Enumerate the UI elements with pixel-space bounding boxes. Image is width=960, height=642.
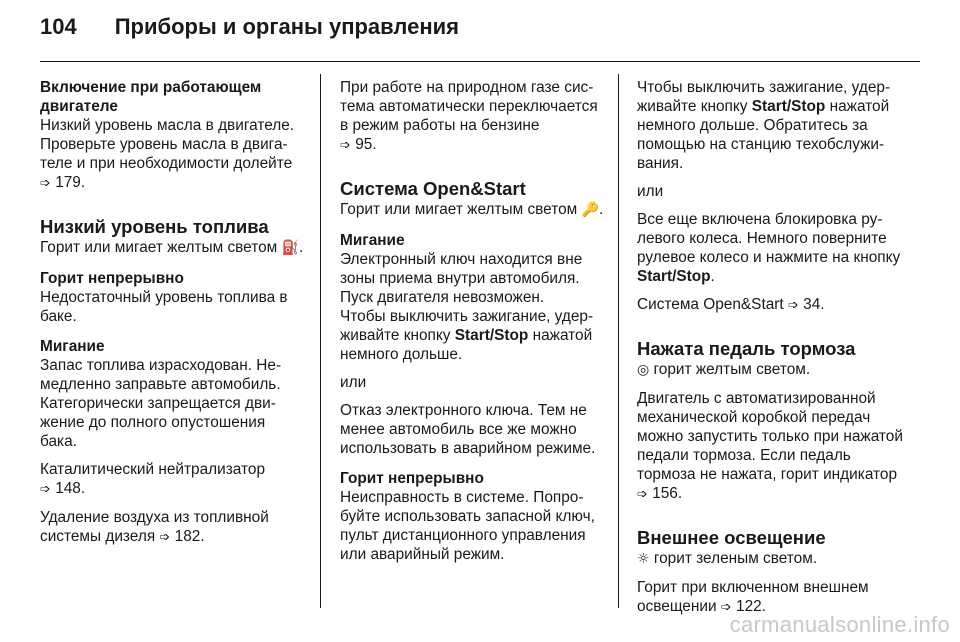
fuel-pump-icon: ⛽: [281, 240, 299, 256]
heading-exterior-lights: Внешнее освещение: [637, 527, 826, 548]
air-bleed-text: Удаление воздуха из топливной системы дизеля ➩ 182.: [40, 509, 269, 545]
key-fault-text: Отказ электронного ключа. Тем не менее автомобиль все же можно использовать в аварийном режиме.: [340, 402, 596, 457]
key-signal-icon: 🔑: [581, 202, 599, 218]
brake-pedal-icon: ◎: [637, 362, 650, 378]
column-3: [637, 78, 903, 617]
column-2: [340, 78, 606, 564]
brake-body-text: Двигатель с автоматизированной механической коробкой передач можно запустить только при нажатой педали тормоза. Если педаль тормоза не нажата, горит индикатор ➩ 156.: [637, 390, 903, 502]
page-ref-icon: ➩: [787, 298, 799, 313]
oil-ref: 179.: [55, 174, 86, 191]
page-ref-icon: ➩: [159, 530, 171, 545]
page-ref-icon: ➩: [40, 482, 51, 497]
watermark: carmanualsonline.info: [729, 612, 950, 637]
steering-lock-text: Все еще включена блокировка рулевого колеса. Немного поверните рулевое колесо и нажмите на кнопку Start/Stop.: [637, 211, 901, 285]
exterior-light-icon: ☼: [637, 551, 650, 567]
light-lamp-text: ☼ горит зеленым светом.: [637, 550, 818, 567]
page-title: Приборы и органы управления: [114, 14, 459, 39]
page-number: 104: [40, 14, 77, 39]
header-divider: [40, 61, 920, 62]
light-body-text: Горит при включенном внешнем освещении ➩ 122.: [637, 579, 869, 615]
start-stop-label: Start/Stop: [454, 327, 529, 344]
fuel-text: Горит или мигает желтым светом ⛽.: [40, 239, 304, 256]
open-start-text: Горит или мигает желтым светом 🔑.: [340, 201, 604, 218]
fuel-steady-text: Недостаточный уровень топлива в баке.: [40, 289, 288, 325]
heading-os-steady: Горит непрерывно: [340, 470, 484, 487]
gas-ref: 95.: [355, 136, 377, 153]
page-ref-icon: ➩: [40, 176, 51, 191]
heading-brake-pedal: Нажата педаль тормоза: [637, 338, 856, 359]
catalyst-ref: 148.: [55, 480, 86, 497]
gas-text: При работе на природном газе система автоматически переключается в режим работы на бензине ➩ 95.: [340, 79, 598, 153]
oil-text: Низкий уровень масла в двигателе. Проверьте уровень масла в двигателе и при необходимости долейте ➩ 179.: [40, 117, 295, 191]
column-divider-2: [618, 74, 619, 608]
page-ref-icon: ➩: [637, 487, 648, 502]
os-off-text: Чтобы выключить зажигание, удерживайте кнопку Start/Stop нажатой немного дольше.: [340, 308, 594, 363]
start-stop-label: Start/Stop: [751, 98, 826, 115]
column-1: [40, 78, 306, 547]
off-text: Чтобы выключить зажигание, удерживайте кнопку Start/Stop нажатой немного дольше. Обратитесь за помощью на станцию техобслуживания.: [637, 79, 891, 172]
start-stop-label: Start/Stop: [637, 268, 711, 285]
heading-oil-engine-running: Включение при работающем двигателе: [40, 79, 262, 115]
or-text: или: [340, 374, 367, 391]
catalyst-text: Каталитический нейтрализатор ➩ 148.: [40, 461, 265, 497]
air-ref: 182.: [174, 528, 205, 545]
heading-fuel-steady: Горит непрерывно: [40, 270, 184, 287]
os-blink-text: Электронный ключ находится вне зоны приема внутри автомобиля. Пуск двигателя невозможен.: [340, 251, 583, 306]
heading-fuel-blinking: Мигание: [40, 338, 105, 355]
heading-os-blinking: Мигание: [340, 232, 405, 249]
open-start-ref: Система Open&Start ➩ 34.: [637, 296, 825, 313]
fuel-blink-text: Запас топлива израсходован. Немедленно заправьте автомобиль. Категорически запрещается движение до полного опустошения бака.: [40, 357, 282, 450]
page-header: [40, 14, 920, 54]
os-steady-text: Неисправность в системе. Попробуйте использовать запасной ключ, пульт дистанционного управления или аварийный режим.: [340, 489, 595, 563]
heading-low-fuel: Низкий уровень топлива: [40, 216, 269, 237]
heading-open-start: Система Open&Start: [340, 178, 526, 199]
page-ref-icon: ➩: [720, 600, 732, 615]
column-divider-1: [320, 74, 321, 608]
brake-lamp-text: ◎ горит желтым светом.: [637, 361, 811, 378]
page-ref-icon: ➩: [340, 138, 351, 153]
or-text: или: [637, 183, 664, 200]
